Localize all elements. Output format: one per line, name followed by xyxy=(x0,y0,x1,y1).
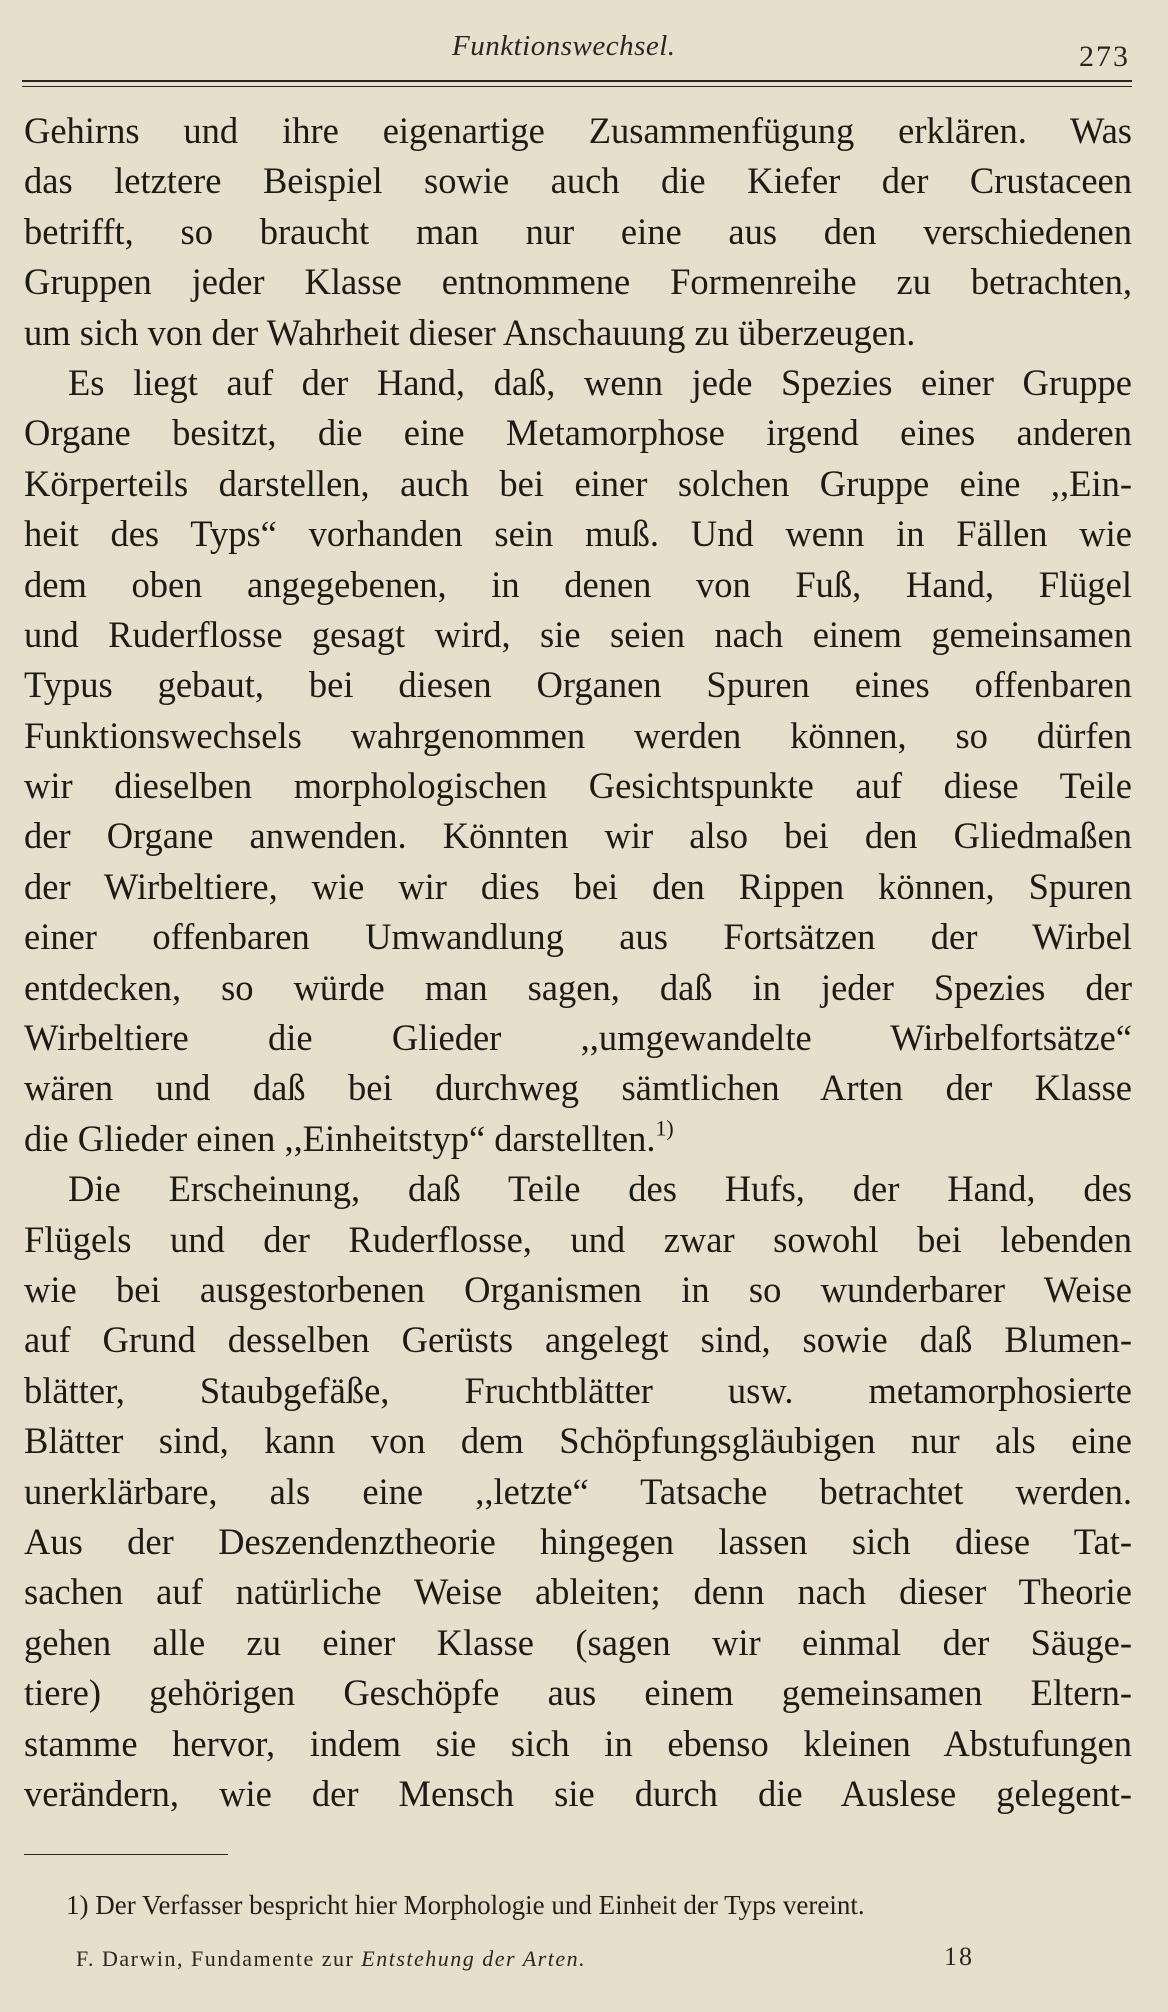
running-title: Funktionswechsel. xyxy=(452,30,676,62)
text-line: die Glieder einen ,,Einheitstyp“ darstellten. xyxy=(24,1117,656,1159)
text-line: stamme hervor, indem sie sich in ebenso kleinen Abstufungen xyxy=(24,1722,1132,1764)
text-line: das letztere Beispiel sowie auch die Kiefer der Crustaceen xyxy=(24,160,1132,202)
text-line: wären und daß bei durchweg sämtlichen Arten der Klasse xyxy=(24,1067,1132,1109)
text-line: verändern, wie der Mensch sie durch die Auslese gelegent- xyxy=(24,1772,1132,1814)
text-line: gehen alle zu einer Klasse (sagen wir einmal der Säuge- xyxy=(24,1621,1132,1663)
printer-signature xyxy=(0,1940,1168,1980)
text-line: um sich von der Wahrheit dieser Anschauung zu überzeugen. xyxy=(24,311,916,353)
text-line: tiere) gehörigen Geschöpfe aus einem gemeinsamen Eltern- xyxy=(24,1672,1132,1714)
text-line: sachen auf natürliche Weise ableiten; denn nach dieser Theorie xyxy=(24,1571,1132,1613)
text-line: Es liegt auf der Hand, daß, wenn jede Spezies einer Gruppe xyxy=(68,361,1132,403)
text-line: entdecken, so würde man sagen, daß in jeder Spezies der xyxy=(24,966,1132,1008)
text-line: wie bei ausgestorbenen Organismen in so wunderbarer Weise xyxy=(24,1268,1132,1310)
text-line: Organe besitzt, die eine Metamorphose irgend eines anderen xyxy=(24,412,1132,454)
text-line: Typus gebaut, bei diesen Organen Spuren eines offenbaren xyxy=(24,664,1132,706)
header-rule xyxy=(22,80,1132,87)
footnote-marker: 1) xyxy=(655,1115,674,1141)
text-line: blätter, Staubgefäße, Fruchtblätter usw. metamorphosierte xyxy=(24,1369,1132,1411)
text-line: Die Erscheinung, daß Teile des Hufs, der Hand, des xyxy=(68,1168,1132,1210)
text-line: und Ruderflosse gesagt wird, sie seien nach einem gemeinsamen xyxy=(24,613,1132,655)
footnote: 1) Der Verfasser bespricht hier Morphologie und Einheit der Typs vereint. xyxy=(66,1890,865,1920)
signature-title: Entstehung der Arten. xyxy=(361,1946,587,1971)
text-line: einer offenbaren Umwandlung aus Fortsätzen der Wirbel xyxy=(24,916,1132,958)
text-line: Aus der Deszendenztheorie hingegen lassen sich diese Tat- xyxy=(24,1520,1132,1562)
text-line: Flügels und der Ruderflosse, und zwar sowohl bei lebenden xyxy=(24,1218,1132,1260)
footnote-rule xyxy=(24,1854,228,1855)
text-line: Funktionswechsels wahrgenommen werden können, so dürfen xyxy=(24,714,1132,756)
text-line: heit des Typs“ vorhanden sein muß. Und wenn in Fällen wie xyxy=(24,513,1132,555)
text-line: der Organe anwenden. Könnten wir also bei den Gliedmaßen xyxy=(24,815,1132,857)
text-line: Wirbeltiere die Glieder ,,umgewandelte Wirbelfortsätze“ xyxy=(24,1017,1132,1059)
text-line-with-footnote xyxy=(24,1114,1132,1164)
text-line: wir dieselben morphologischen Gesichtspunkte auf diese Teile xyxy=(24,765,1132,807)
text-line: Gehirns und ihre eigenartige Zusammenfügung erklären. Was xyxy=(24,110,1132,151)
text-line: Gruppen jeder Klasse entnommene Formenreihe zu betrachten, xyxy=(24,261,1132,303)
page-number: 273 xyxy=(1079,40,1130,73)
text-line: betrifft, so braucht man nur eine aus den verschiedenen xyxy=(24,210,1132,252)
text-line: dem oben angegebenen, in denen von Fuß, Hand, Flügel xyxy=(24,563,1132,605)
text-line: Körperteils darstellen, auch bei einer solchen Gruppe eine ,,Ein- xyxy=(24,462,1132,504)
text-line: der Wirbeltiere, wie wir dies bei den Rippen können, Spuren xyxy=(24,865,1132,907)
sheet-number: 18 xyxy=(944,1942,974,1971)
running-head xyxy=(0,26,1168,72)
text-line: auf Grund desselben Gerüsts angelegt sind, sowie daß Blumen- xyxy=(24,1319,1132,1361)
signature-line xyxy=(76,1946,586,1972)
signature-author: F. Darwin, Fundamente zur xyxy=(76,1946,355,1971)
text-line: Blätter sind, kann von dem Schöpfungsgläubigen nur als eine xyxy=(24,1420,1132,1462)
text-line: unerklärbare, als eine ,,letzte“ Tatsache betrachtet werden. xyxy=(24,1470,1132,1512)
body-text xyxy=(24,106,1132,1819)
